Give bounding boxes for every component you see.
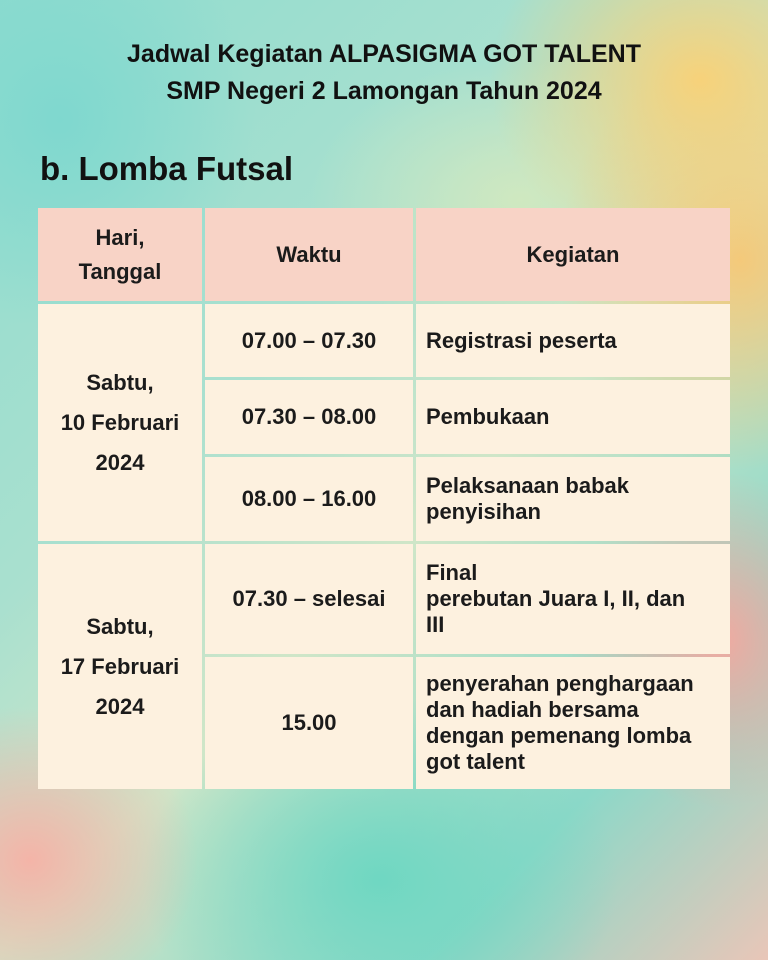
activity-line: dengan pemenang lomba [426,723,692,748]
activity-line: Pelaksanaan babak [426,473,630,498]
header-day-line-1: Hari, [95,224,145,250]
day-line: 17 Februari [60,653,180,679]
header-time-cell: Waktu [205,208,413,301]
page-title [0,36,768,110]
day-line: 2024 [95,449,145,475]
activity-line: dan hadiah bersama [426,697,639,722]
time-cell: 07.00 – 07.30 [205,304,413,377]
activity-line: perebutan Juara I, II, dan [426,586,686,611]
title-line-1: Jadwal Kegiatan ALPASIGMA GOT TALENT [127,40,641,68]
activity-cell [416,544,730,654]
activity-cell [416,304,730,377]
activity-line: Pembukaan [426,404,550,429]
time-cell: 07.30 – 08.00 [205,380,413,454]
day-line: 10 Februari [60,409,180,435]
time-cell: 07.30 – selesai [205,544,413,654]
activity-cell [416,657,730,789]
header-day-line-2: Tanggal [78,258,162,284]
day-cell [38,544,202,789]
activity-line: III [426,612,445,637]
time-cell: 15.00 [205,657,413,789]
day-line: Sabtu, [86,613,154,639]
schedule-table [38,208,730,789]
section-title: b. Lomba Futsal [40,150,294,187]
day-cell [38,304,202,541]
activity-line: Final [426,560,478,585]
activity-line: got talent [426,749,525,774]
day-line: 2024 [95,693,145,719]
header-day-cell [38,208,202,301]
activity-line: Registrasi peserta [426,327,617,353]
activity-line: penyisihan [426,499,541,524]
title-line-2: SMP Negeri 2 Lamongan Tahun 2024 [166,77,602,105]
header-activity-cell: Kegiatan [416,208,730,301]
activity-cell [416,380,730,454]
activity-cell [416,457,730,541]
time-cell: 08.00 – 16.00 [205,457,413,541]
activity-line: penyerahan penghargaan [426,671,694,696]
day-line: Sabtu, [86,369,154,395]
